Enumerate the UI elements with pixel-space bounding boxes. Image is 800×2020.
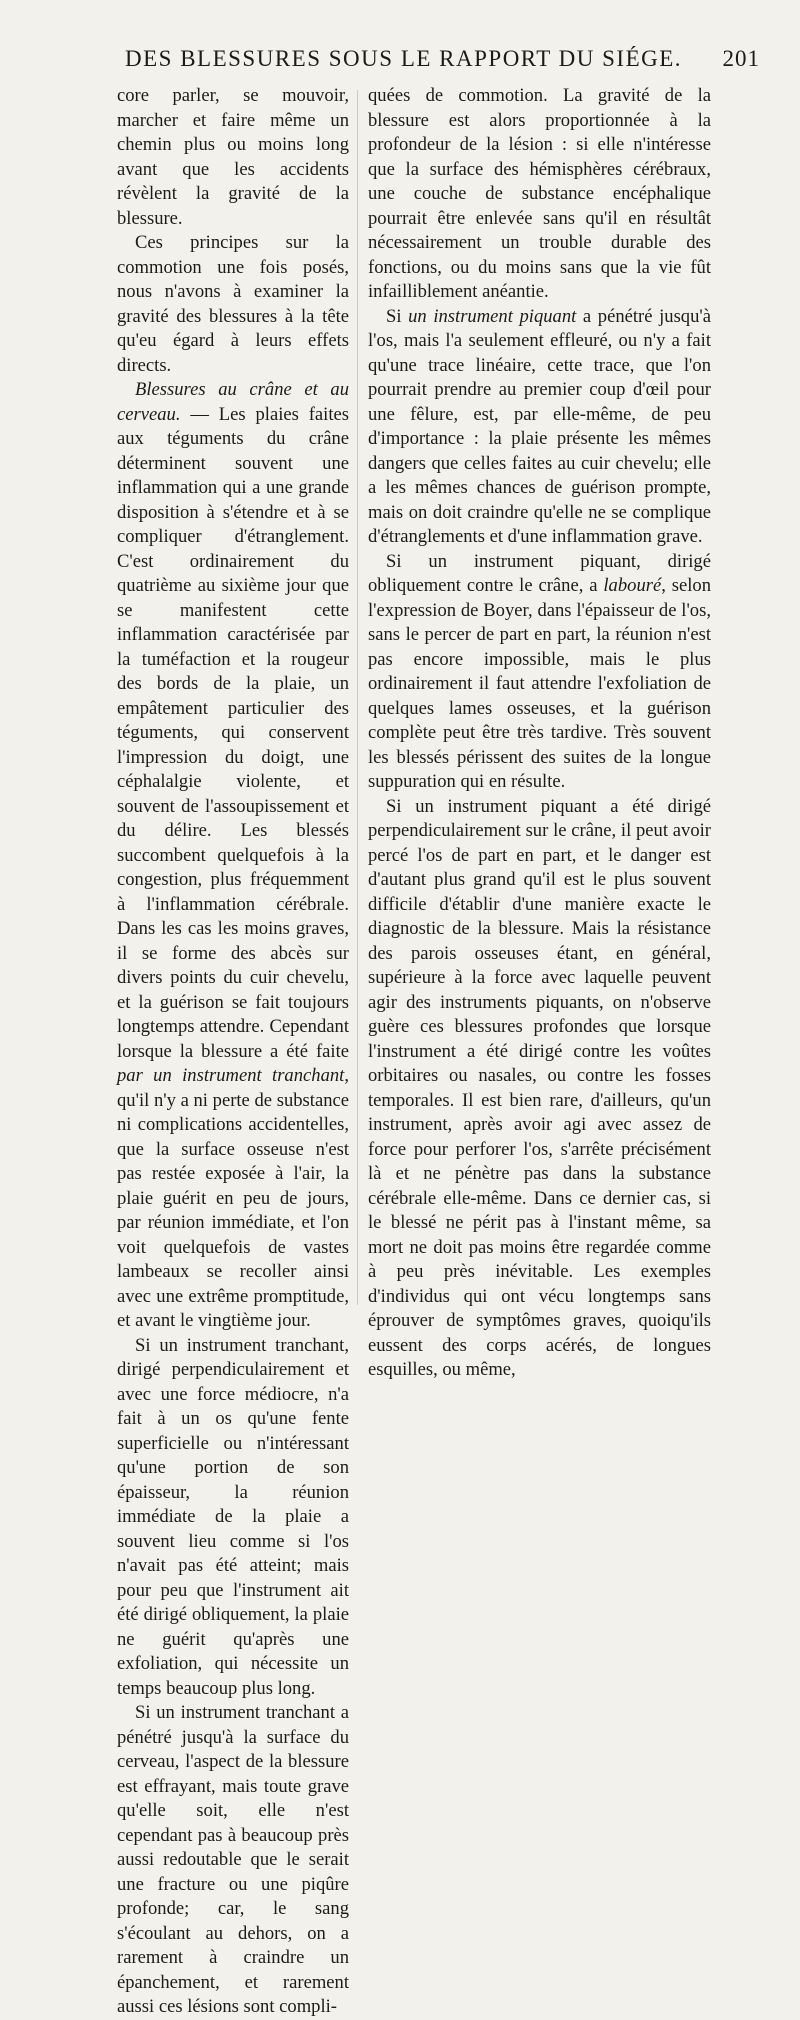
- left-column: [117, 84, 349, 2020]
- paragraph: quées de commotion. La gravité de la blessure est alors proportionnée à la profondeur de la lésion : si elle n'intéresse que la surface des hémisphères cérébraux, une couche de substance encéphalique pourrait être enlevée sans qu'il en résultât nécessairement un trouble durable des fonctions, ou du moins sans que la vie fût infailliblement anéantie.: [368, 85, 711, 302]
- paragraph: Si un instrument tranchant, dirigé perpendiculairement et avec une force médiocre, n'a fait à un os qu'une fente superficielle ou n'intéressant qu'une portion de son épaisseur, la réunion immédiate de la plaie a souvent lieu comme si l'os n'avait pas été atteint; mais pour peu que l'instrument ait été dirigé obliquement, la plaie ne guérit qu'après une exfoliation, qui nécessite un temps beaucoup plus long.: [117, 1334, 349, 1699]
- right-column: [368, 84, 711, 1383]
- column-divider: [357, 90, 358, 1305]
- running-title: DES BLESSURES SOUS LE RAPPORT DU SIÉGE.: [125, 46, 683, 71]
- running-header: [125, 46, 760, 72]
- paragraph: Ces principes sur la commotion une fois posés, nous n'avons à examiner la gravité des blessures à la tête qu'eu égard à leurs effets directs.: [117, 232, 349, 376]
- paragraph: Si un instrument piquant, dirigé obliquement contre le crâne, a labouré, selon l'expression de Boyer, dans l'épaisseur de l'os, sans le percer de part en part, la réunion n'est pas encore impossible, mais le plus ordinairement il faut attendre l'exfoliation de quelques lames osseuses, et la guérison complète peut être très tardive. Très souvent les blessés périssent des suites de la longue suppuration qui en résulte.: [368, 550, 712, 792]
- paragraph: Si un instrument tranchant a pénétré jusqu'à la surface du cerveau, l'aspect de la blessure est effrayant, mais toute grave qu'elle soit, elle n'est cependant pas à beaucoup près aussi redoutable que le serait une fracture ou une piqûre profonde; car, le sang s'écoulant au dehors, on a rarement à craindre un épanchement, et rarement aussi ces lésions sont compli-: [117, 1702, 349, 2017]
- paragraph: Si un instrument piquant a pénétré jusqu'à l'os, mais l'a seulement effleuré, ou n'y a fait qu'une trace linéaire, cette trace, que l'on pourrait prendre au premier coup d'œil pour une fêlure, est, par elle-même, de peu d'importance : la plaie présente les mêmes dangers que celles faites au cuir chevelu; elle a les mêmes chances de guérison prompte, mais on doit craindre qu'elle ne se complique d'étranglements et d'une inflammation grave.: [368, 305, 712, 547]
- paragraph: core parler, se mouvoir, marcher et faire même un chemin plus ou moins long avant que les accidents révèlent la gravité de la blessure.: [117, 85, 349, 229]
- paragraph: Si un instrument piquant a été dirigé perpendiculairement sur le crâne, il peut avoir percé l'os de part en part, et le danger est d'autant plus grand qu'il est le plus souvent difficile d'établir d'une manière exacte le diagnostic de la blessure. Mais la résistance des parois osseuses étant, en général, supérieure à la force avec laquelle peuvent agir des instruments piquants, on n'observe guère ces blessures profondes que lorsque l'instrument a été dirigé contre les voûtes orbitaires ou nasales, ou contre les fosses temporales. Il est bien rare, d'ailleurs, qu'un instrument, après avoir agi avec assez de force pour perforer l'os, s'arrête précisément là et ne pénètre pas dans la substance cérébrale elle-même. Dans ce dernier cas, si le blessé ne périt pas à l'instant même, sa mort ne doit pas moins être regardée comme à peu près inévitable. Les exemples d'individus qui ont vécu longtemps sans éprouver de symptômes graves, quoiqu'ils eussent des corps acérés, de longues esquilles, ou même,: [368, 795, 711, 1380]
- section-heading: Blessures au crâne et au cerveau.: [117, 379, 349, 425]
- paragraph: Blessures au crâne et au cerveau. — Les plaies faites aux téguments du crâne déterminent souvent une inflammation qui a une grande disposition à s'étendre et à se compliquer d'étranglement. C'est ordinairement du quatrième au sixième jour que se manifestent cette inflammation caractérisée par la tuméfaction et la rougeur des bords de la plaie, un empâtement particulier des téguments, qui conservent l'impression du doigt, une céphalalgie violente, et souvent de l'assoupissement et du délire. Les blessés succombent quelquefois à la congestion, plus fréquemment à l'inflammation cérébrale. Dans les cas les moins graves, il se forme des abcès sur divers points du cuir chevelu, et la guérison se fait toujours longtemps attendre. Cependant lorsque la blessure a été faite par un instrument tranchant, qu'il n'y a ni perte de substance ni complications accidentelles, que la surface osseuse n'est pas restée exposée à l'air, la plaie guérit en peu de jours, par réunion immédiate, et l'on voit quelquefois de vastes lambeaux se recoller ainsi avec une extrême promptitude, et avant le vingtième jour.: [117, 379, 349, 1331]
- page-number: 201: [722, 46, 760, 71]
